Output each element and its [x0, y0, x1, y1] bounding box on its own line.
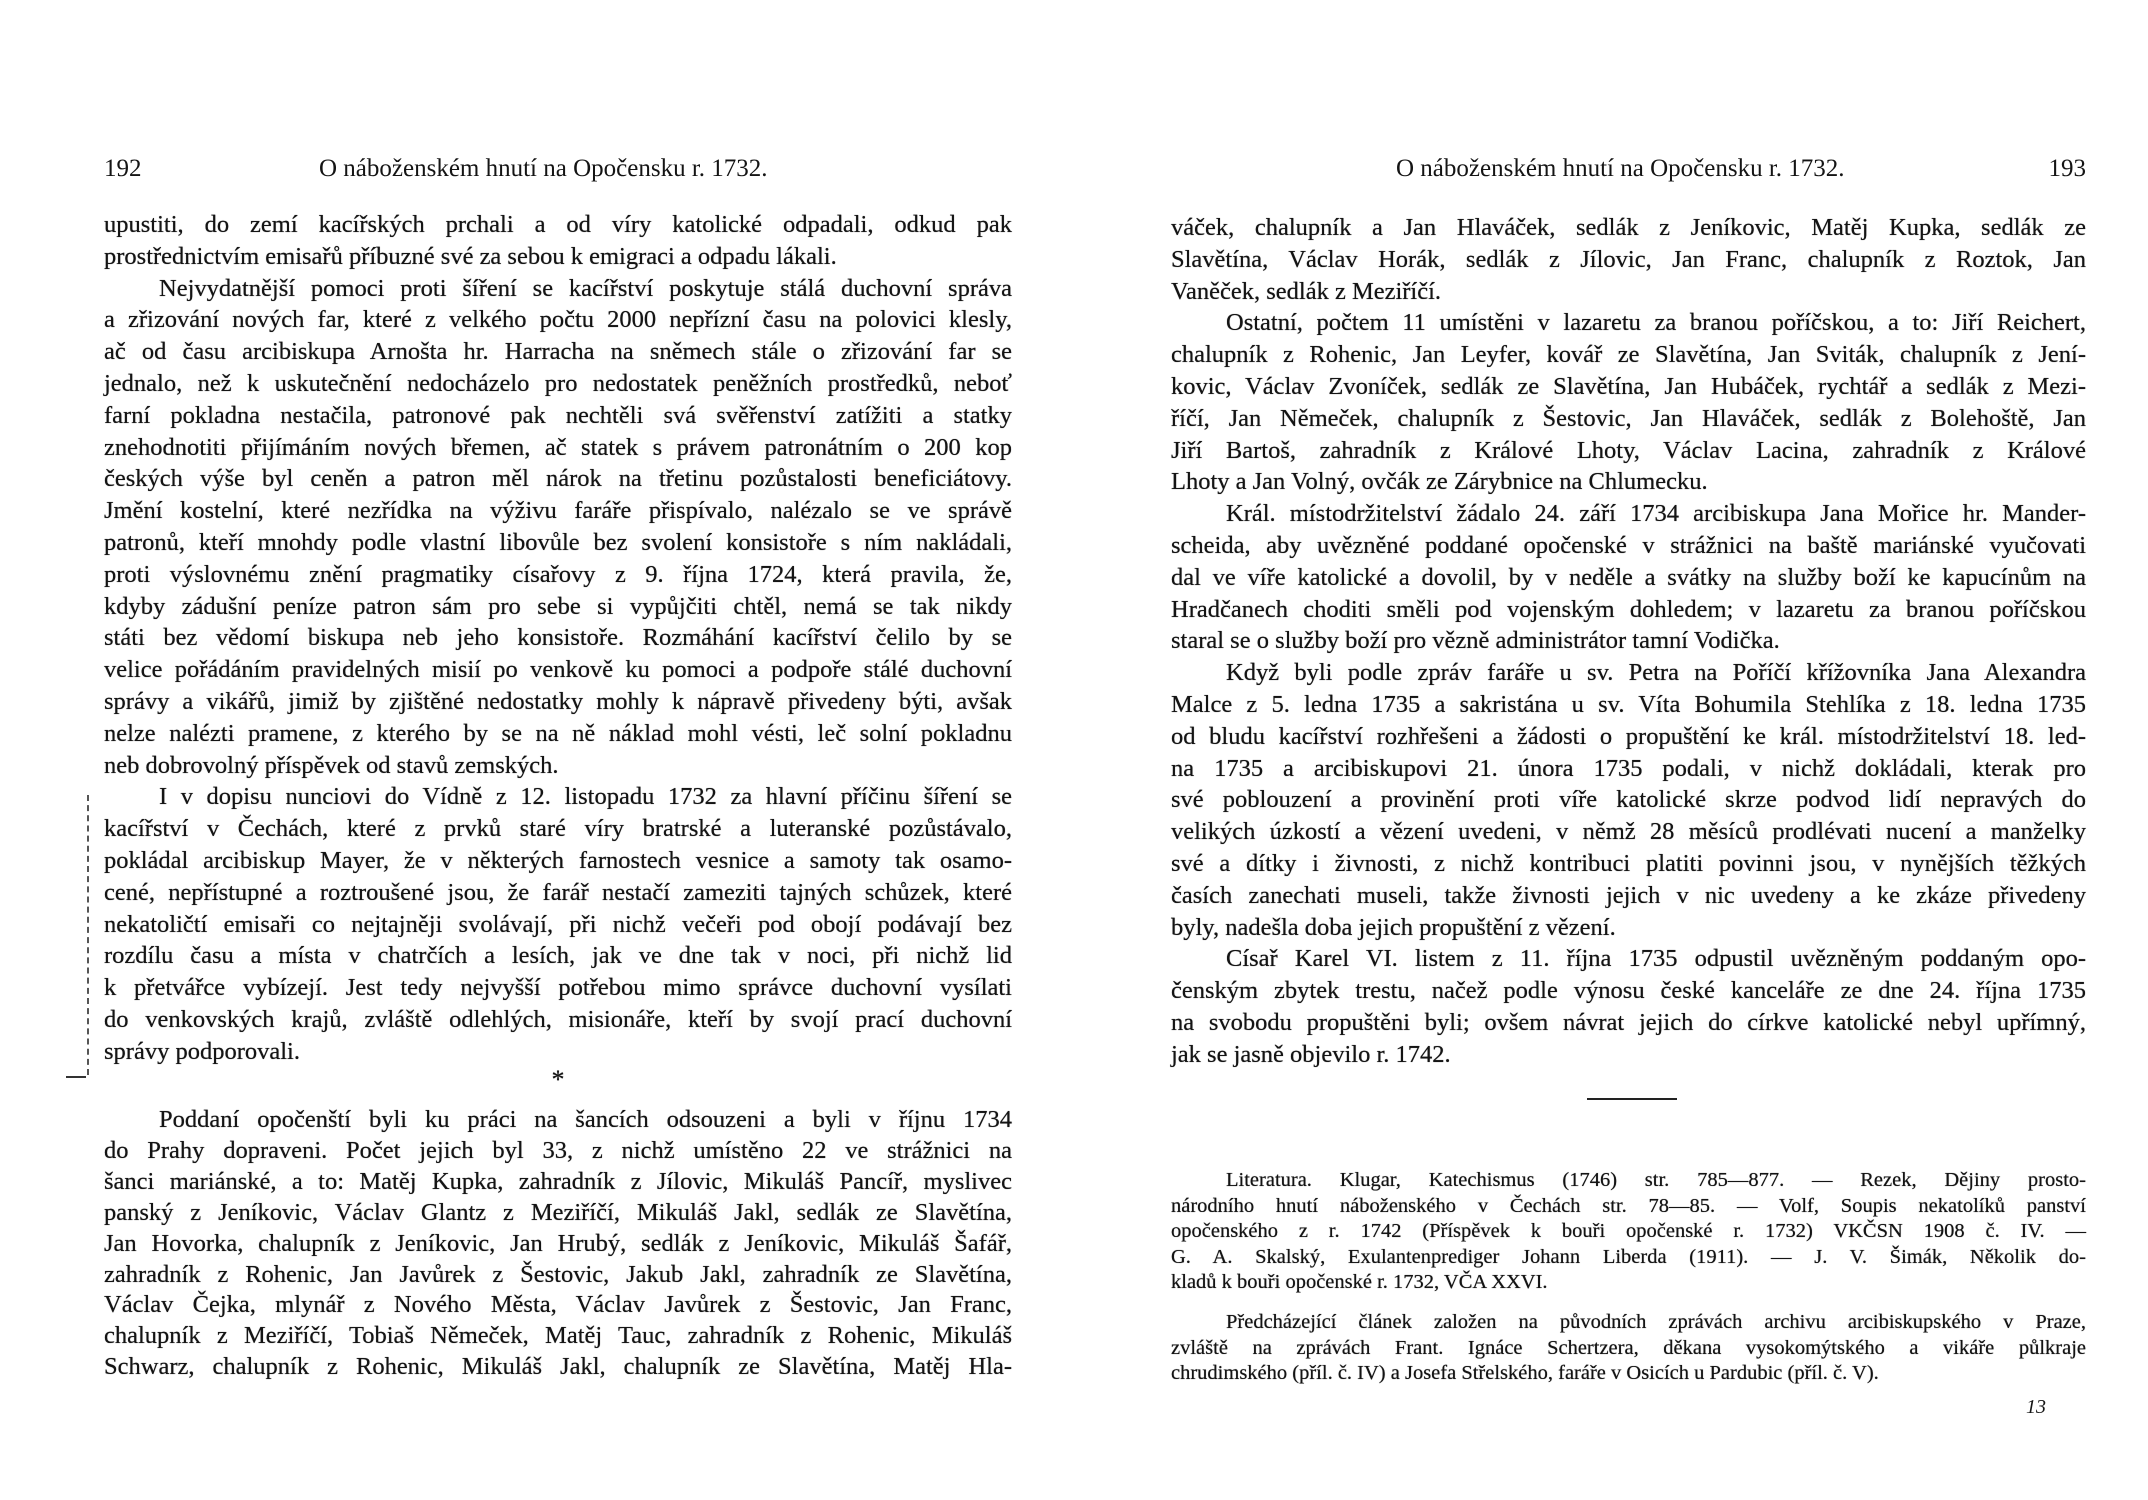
text-line: prostřednictvím emisařů příbuzné své za sebou k emigraci a odpadu lákali.: [104, 242, 837, 270]
text-line: byly, nadešla doba jejich propuštění z vězení.: [1171, 913, 1616, 941]
text-line: zvláště na zprávách Frant. Ignáce Schertzera, děkana vysokomýtského a vikáře půlkraje: [1171, 1336, 2086, 1359]
text-line: dal ve víře katolické a dovolil, by v neděle a svátky na služby boží ke kapucínům na: [1171, 563, 2086, 591]
text-line: váček, chalupník a Jan Hlaváček, sedlák z Jeníkovic, Matěj Kupka, sedlák ze: [1171, 214, 2086, 241]
text-line: velice pořádáním pravidelných misií po venkově ku pomoci a podpoře stálé duchovní: [104, 656, 1012, 684]
text-line: Lhoty a Jan Volný, ovčák ze Zárybnice na Chlumecku.: [1171, 468, 1708, 496]
text-line: správy a vikářů, jimiž by zjištěné nedostatky mohly k nápravě přivedeny býti, avšak: [104, 688, 1012, 715]
text-line: znehodnotiti přijímáním nových břemen, ač statek s právem patronátním o 200 kop: [104, 433, 1012, 461]
text-line: čenským zbytek trestu, načež podle výnosu české kanceláře ze dne 24. října 1735: [1171, 977, 2086, 1005]
text-line: Král. místodržitelství žádalo 24. září 1734 arcibiskupa Jana Mořice hr. Mander-: [1226, 500, 2086, 528]
text-line: rozdílu času a místa v chatrčích a lesích, jak ve dne tak v noci, při nichž lid: [104, 942, 1012, 970]
text-line: chalupník z Meziříčí, Tobiaš Němeček, Matěj Tauc, zahradník z Rohenic, Mikuláš: [104, 1322, 1012, 1350]
text-line: nekatoličtí emisaři co nejtajněji svolávají, při nichž večeři pod obojí podávají bez: [104, 910, 1012, 938]
text-line: říčí, Jan Němeček, chalupník z Šestovic, Jan Hlaváček, sedlák z Bolehoště, Jan: [1171, 404, 2086, 432]
text-line: farní pokladna nestačila, patronové pak nechtěli svá svěřenství zatížiti a statky: [104, 401, 1012, 429]
text-line: velikých úzkostí a vězení uvedeni, v němž 28 měsíců prodlévati nucení a manželky: [1171, 818, 2086, 846]
section-divider: [1587, 1098, 1677, 1100]
text-line: kovic, Václav Zvoníček, sedlák ze Slavětína, Jan Hubáček, rychtář a sedlák z Mezi-: [1171, 373, 2086, 400]
text-line: Císař Karel VI. listem z 11. října 1735 odpustil uvězněným poddaným opo-: [1226, 945, 2086, 973]
text-line: a zřizování nových far, které z velkého počtu 2000 nepřízní času na polovici klesly,: [104, 306, 1012, 334]
text-line: kladů k bouři opočenské r. 1732, VČA XXVI.: [1171, 1271, 1548, 1293]
page-number: 193: [2048, 155, 2086, 182]
running-head: O náboženském hnutí na Opočensku r. 1732.: [1396, 155, 1845, 182]
text-line: Literatura. Klugar, Katechismus (1746) str. 785—877. — Rezek, Dějiny prosto-: [1226, 1169, 2086, 1191]
text-line: Když byli podle zpráv faráře u sv. Petra na Poříčí křížovníka Jana Alexandra: [1226, 659, 2086, 687]
text-line: časích zanechati museli, takže živnosti jejich v nic uvedeny a ke zkáze přivedeny: [1171, 881, 2086, 909]
text-line: G. A. Skalský, Exulantenprediger Johann Liberda (1911). — J. V. Šimák, Několik do-: [1171, 1245, 2086, 1268]
text-line: národního hnutí náboženského v Čechách str. 78—85. — Volf, Soupis nekatolíků panství: [1171, 1194, 2086, 1217]
text-line: Jan Hovorka, chalupník z Jeníkovic, Jan Hrubý, sedlák z Jeníkovic, Mikuláš Šafář,: [104, 1229, 1012, 1257]
text-line: Schwarz, chalupník z Rohenic, Mikuláš Jakl, chalupník ze Slavětína, Matěj Hla-: [104, 1353, 1012, 1381]
text-line: Hradčanech choditi směli pod vojenským dohledem; v lazaretu za branou poříčskou: [1171, 595, 2086, 623]
text-line: Václav Čejka, mlynář z Nového Města, Václav Javůrek z Šestovic, Jan Franc,: [104, 1291, 1012, 1319]
text-line: své a dítky i živnosti, z nichž kontribuci platiti povinni jsou, v nynějších těžkých: [1171, 850, 2086, 877]
text-line: proti výslovnému znění pragmatiky císařovy z 9. října 1724, která pravila, že,: [104, 560, 1012, 588]
text-line: na 1735 a arcibiskupovi 21. února 1735 podali, v nichž dokládali, kterak pro: [1171, 754, 2086, 782]
text-line: do venkovských krajů, zvláště odlehlých, misionáře, kteří by svojí prací duchovní: [104, 1006, 1012, 1033]
text-line: ač od času arcibiskupa Arnošta hr. Harracha na sněmech stále o zřizování far se: [104, 338, 1012, 366]
text-line: panský z Jeníkovic, Václav Glantz z Meziříčí, Mikuláš Jakl, sedlák ze Slavětína,: [104, 1198, 1012, 1226]
text-line: správy podporovali.: [104, 1037, 300, 1065]
margin-pencil-mark: [87, 795, 89, 1075]
text-line: staral se o služby boží pro vězně administrátor tamní Vodička.: [1171, 627, 1780, 655]
text-line: jednalo, než k uskutečnění nedocházelo pro nedostatek peněžních prostředků, neboť: [104, 370, 1012, 397]
text-line: kacířství v Čechách, které z prvků staré víry bratrské a luteranské pozůstávalo,: [104, 815, 1012, 843]
text-line: Jiří Bartoš, zahradník z Králové Lhoty, Václav Lacina, zahradník z Králové: [1171, 436, 2086, 464]
text-line: k přetvářce vybízejí. Jest tedy nejvyšší potřebou mimo správce duchovní vysílati: [104, 974, 1012, 1002]
text-line: na svobodu propuštěni byli; ovšem návrat jejich do církve katolické nebyl upřímný,: [1171, 1009, 2086, 1036]
text-line: I v dopisu nunciovi do Vídně z 12. listopadu 1732 za hlavní příčinu šíření se: [159, 783, 1012, 811]
text-line: cené, nepřístupné a roztroušené jsou, že farář nestačí zameziti tajných schůzek, které: [104, 878, 1012, 906]
page-number: 192: [104, 155, 142, 182]
text-line: šanci mariánské, a to: Matěj Kupka, zahradník z Jílovic, Mikuláš Pancíř, myslivec: [104, 1167, 1012, 1195]
signature-mark: 13: [2026, 1396, 2046, 1418]
text-line: neb dobrovolný příspěvek od stavů zemských.: [104, 751, 559, 779]
text-line: kdyby zádušní peníze patron sám pro sebe si vypůjčiti chtěl, nemá se tak nikdy: [104, 592, 1012, 620]
text-line: státi bez vědomí biskupa neb jeho konsistoře. Rozmáhání kacířství čelilo by se: [104, 624, 1012, 652]
text-line: do Prahy dopraveni. Počet jejich byl 33, z nichž umístěno 22 ve strážnici na: [104, 1136, 1012, 1164]
text-line: chalupník z Rohenic, Jan Leyfer, kovář ze Slavětína, Jan Sviták, chalupník z Jení-: [1171, 341, 2086, 369]
text-line: jak se jasně objevilo r. 1742.: [1171, 1040, 1451, 1068]
margin-pencil-mark: [66, 1076, 86, 1078]
section-separator: *: [551, 1065, 565, 1094]
text-line: zahradník z Rohenic, Jan Javůrek z Šestovic, Jakub Jakl, zahradník ze Slavětína,: [104, 1260, 1012, 1288]
text-line: pokládal arcibiskup Mayer, že v některých farnostech vesnice a samoty tak osamo-: [104, 847, 1012, 874]
text-line: chrudimského (příl. č. IV) a Josefa Střelského, faráře v Osicích u Pardubic (příl. č. V).: [1171, 1362, 1879, 1384]
text-line: od bludu kacířství rozhřešeni a žádosti o propuštění ke král. místodržitelství 18. led-: [1171, 722, 2086, 750]
text-line: opočenského z r. 1742 (Příspěvek k bouři opočenské r. 1732) VKČSN 1908 č. IV. —: [1171, 1220, 2086, 1242]
running-head: O náboženském hnutí na Opočensku r. 1732.: [319, 155, 768, 182]
text-line: Ostatní, počtem 11 umístěni v lazaretu za branou poříčskou, a to: Jiří Reichert,: [1226, 309, 2086, 337]
text-line: Malce z 5. ledna 1735 a sakristána u sv. Víta Bohumila Stehlíka z 18. ledna 1735: [1171, 691, 2086, 718]
text-line: Předcházející článek založen na původních zprávách archivu arcibiskupského v Praze,: [1226, 1311, 2086, 1333]
text-line: své poblouzení a provinění proti víře katolické skrze podvod lidí nepravých do: [1171, 786, 2086, 814]
text-line: nelze nalézti pramene, z kterého by se na ně náklad mohl vésti, leč solní pokladnu: [104, 719, 1012, 747]
text-line: Vaněček, sedlák z Meziříčí.: [1171, 277, 1442, 305]
text-line: patronů, kteří mnohdy podle vlastní libovůle bez svolení konsistoře s ním nakládali,: [104, 529, 1012, 556]
text-line: Slavětína, Václav Horák, sedlák z Jílovic, Jan Franc, chalupník z Roztok, Jan: [1171, 245, 2086, 273]
text-line: Poddaní opočenští byli ku práci na šancích odsouzeni a byli v říjnu 1734: [159, 1106, 1012, 1133]
text-line: Nejvydatnější pomoci proti šíření se kacířství poskytuje stálá duchovní správa: [159, 274, 1012, 302]
text-line: Jmění kostelní, které nezřídka na výživu faráře přispívalo, nalézalo se ve správě: [104, 497, 1012, 525]
text-line: upustiti, do zemí kacířských prchali a od víry katolické odpadali, odkud pak: [104, 211, 1012, 238]
text-line: scheida, aby uvězněné poddané opočenské v strážnici na baště mariánské vyučovati: [1171, 532, 2086, 559]
text-line: českých výše byl ceněn a patron měl nárok na třetinu pozůstalosti beneficiátovy.: [104, 465, 1012, 493]
